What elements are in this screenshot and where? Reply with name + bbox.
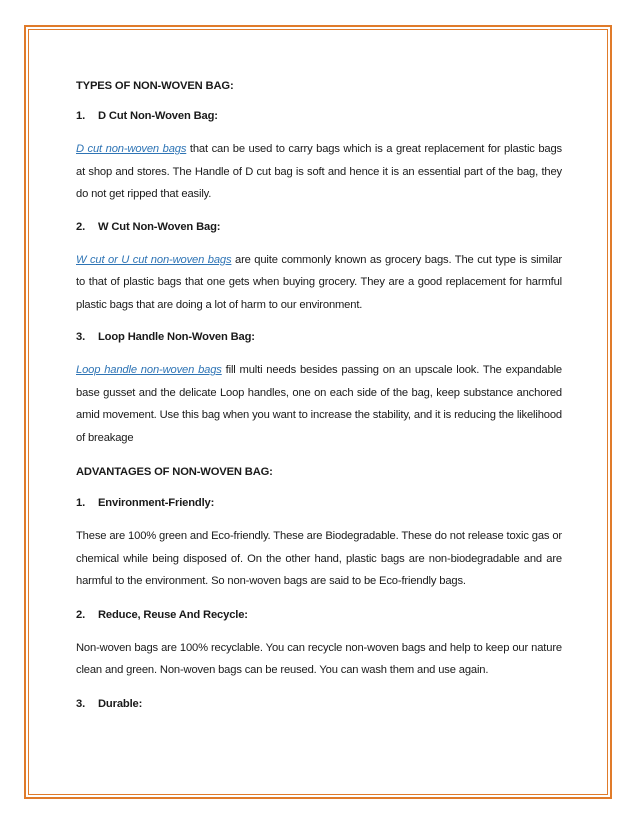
advantage-1-number: 1. (76, 497, 86, 509)
type-3-title (76, 330, 562, 344)
type-2-paragraph (76, 249, 562, 317)
document-body (76, 79, 562, 711)
advantage-1-title (76, 496, 562, 510)
advantage-1-title-text: Environment-Friendly: (98, 497, 215, 509)
advantage-2-number: 2. (76, 608, 86, 621)
d-cut-bags-link[interactable]: D cut non-woven bags (76, 143, 187, 155)
advantage-1-paragraph: These are 100% green and Eco-friendly. These are Biodegradable. These do not release toxic gas or chemical while being disposed of. On the other hand, plastic bags are non-biodegradable and are harmful to the environment. So non-woven bags are said to be Eco-friendly bags. (76, 530, 562, 587)
w-cut-bags-link[interactable]: W cut or U cut non-woven bags (76, 253, 232, 266)
advantage-2-title (76, 608, 562, 622)
type-1-number: 1. (76, 110, 86, 122)
type-3-title-text: Loop Handle Non-Woven Bag: (98, 331, 255, 343)
advantage-2-title-text: Reduce, Reuse And Recycle: (98, 608, 248, 621)
type-2-number: 2. (76, 220, 86, 233)
type-3-number: 3. (76, 331, 86, 343)
type-1-title-text: D Cut Non-Woven Bag: (98, 110, 218, 122)
advantages-heading: ADVANTAGES OF NON-WOVEN BAG: (76, 466, 273, 478)
advantage-3-number: 3. (76, 697, 86, 710)
type-2-body: are quite commonly known as grocery bags. The cut type is similar to that of plastic bags that one gets when buying grocery. They are a good replacement for harmful plastic bags that are doing a lot of harm to our environment. (76, 253, 562, 311)
type-1-title (76, 109, 562, 123)
type-3-body: fill multi needs besides passing on an upscale look. The expandable base gusset and the delicate Loop handles, one on each side of the bag, keep substance anchored amid movement. Use this bag when you want to increase the stability, and it is reducing the likelihood of breakage (76, 364, 562, 444)
type-1-paragraph (76, 138, 562, 206)
type-2-title (76, 220, 562, 234)
advantage-2-paragraph: Non-woven bags are 100% recyclable. You can recycle non-woven bags and help to keep our nature clean and green. Non-woven bags can be reused. You can wash them and use again. (76, 641, 562, 676)
type-3-paragraph (76, 359, 562, 449)
advantage-3-title (76, 697, 562, 711)
advantage-3-title-text: Durable: (98, 697, 143, 710)
types-heading: TYPES OF NON-WOVEN BAG: (76, 80, 234, 92)
loop-handle-bags-link[interactable]: Loop handle non-woven bags (76, 364, 222, 376)
type-2-title-text: W Cut Non-Woven Bag: (98, 220, 221, 233)
type-1-body: that can be used to carry bags which is a great replacement for plastic bags at shop and stores. The Handle of D cut bag is soft and hence it is an essential part of the bag, they do not get ripped that easily. (76, 143, 562, 200)
